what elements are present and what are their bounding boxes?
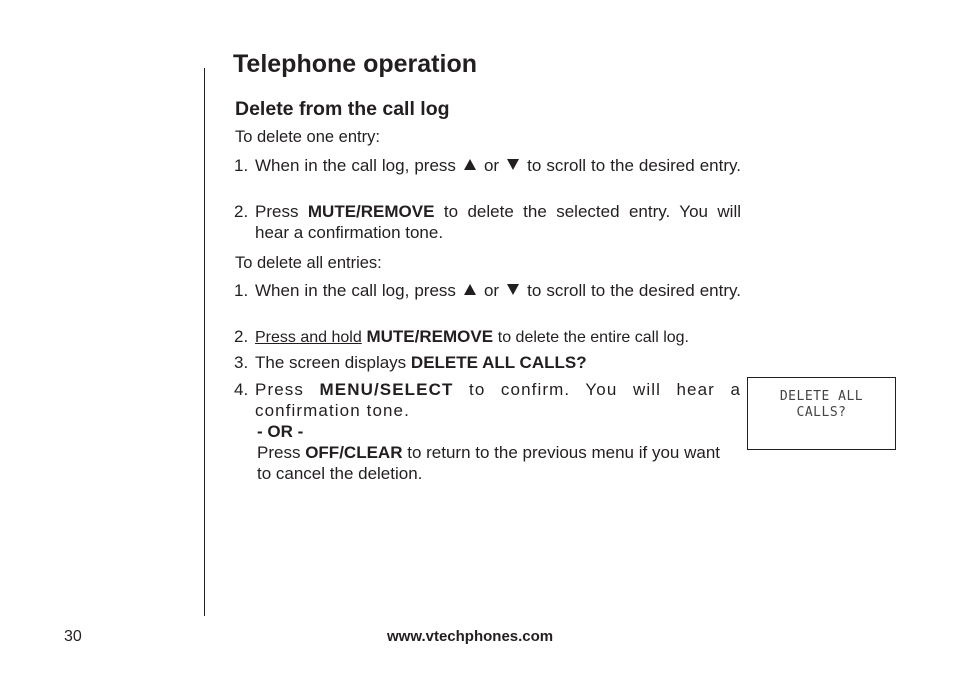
- one-entry-step-1: [234, 155, 741, 176]
- step-text: Press MUTE/REMOVE to delete the selected entry. You will hear a confirmation tone.: [255, 202, 742, 242]
- step-alternative: - OR - Press OFF/CLEAR to return to the previous menu if you want to cancel the deletion.: [257, 422, 721, 483]
- all-entries-step-4: [234, 379, 741, 484]
- step-text: The screen displays DELETE ALL CALLS?: [255, 353, 587, 372]
- screen-line-2: CALLS?: [796, 405, 847, 420]
- footer-url: www.vtechphones.com: [387, 628, 554, 645]
- or-label: - OR -: [257, 422, 304, 441]
- step-number: 4.: [234, 380, 249, 399]
- all-entries-step-2: [234, 326, 741, 348]
- all-entries-step-1: [234, 280, 741, 301]
- key-name: MUTE/REMOVE: [366, 327, 494, 346]
- step-text: Press and hold MUTE/REMOVE to delete the entire call log.: [255, 327, 689, 346]
- page-title: Telephone operation: [233, 50, 477, 78]
- page-number: 30: [64, 628, 82, 645]
- step-text: Press MENU/SELECT to confirm. You will hear a confirmation tone.: [255, 380, 742, 420]
- one-entry-step-2: [234, 201, 741, 243]
- all-entries-intro: To delete all entries:: [235, 254, 382, 272]
- up-arrow-icon: [464, 159, 476, 170]
- key-name: OFF/CLEAR: [305, 443, 403, 462]
- down-arrow-icon: [507, 159, 519, 170]
- screen-line-1: DELETE ALL: [779, 389, 864, 404]
- step-text: When in the call log, press or to scroll to the desired entry.: [255, 156, 741, 175]
- screen-message: DELETE ALL CALLS?: [410, 353, 587, 372]
- key-name: MENU/SELECT: [319, 380, 454, 399]
- step-number: 3.: [234, 353, 249, 372]
- step-number: 1.: [234, 156, 249, 175]
- down-arrow-icon: [507, 284, 519, 295]
- margin-rule: [204, 68, 205, 616]
- press-and-hold-text: Press and hold: [255, 329, 362, 346]
- step-number: 2.: [234, 202, 249, 221]
- up-arrow-icon: [464, 284, 476, 295]
- step-number: 2.: [234, 327, 249, 346]
- all-entries-step-3: [234, 352, 741, 373]
- handset-screen-display: [747, 377, 896, 450]
- step-text: When in the call log, press or to scroll to the desired entry.: [255, 281, 741, 300]
- step-number: 1.: [234, 281, 249, 300]
- one-entry-intro: To delete one entry:: [235, 128, 380, 146]
- section-heading: Delete from the call log: [235, 98, 450, 120]
- key-name: MUTE/REMOVE: [307, 202, 435, 221]
